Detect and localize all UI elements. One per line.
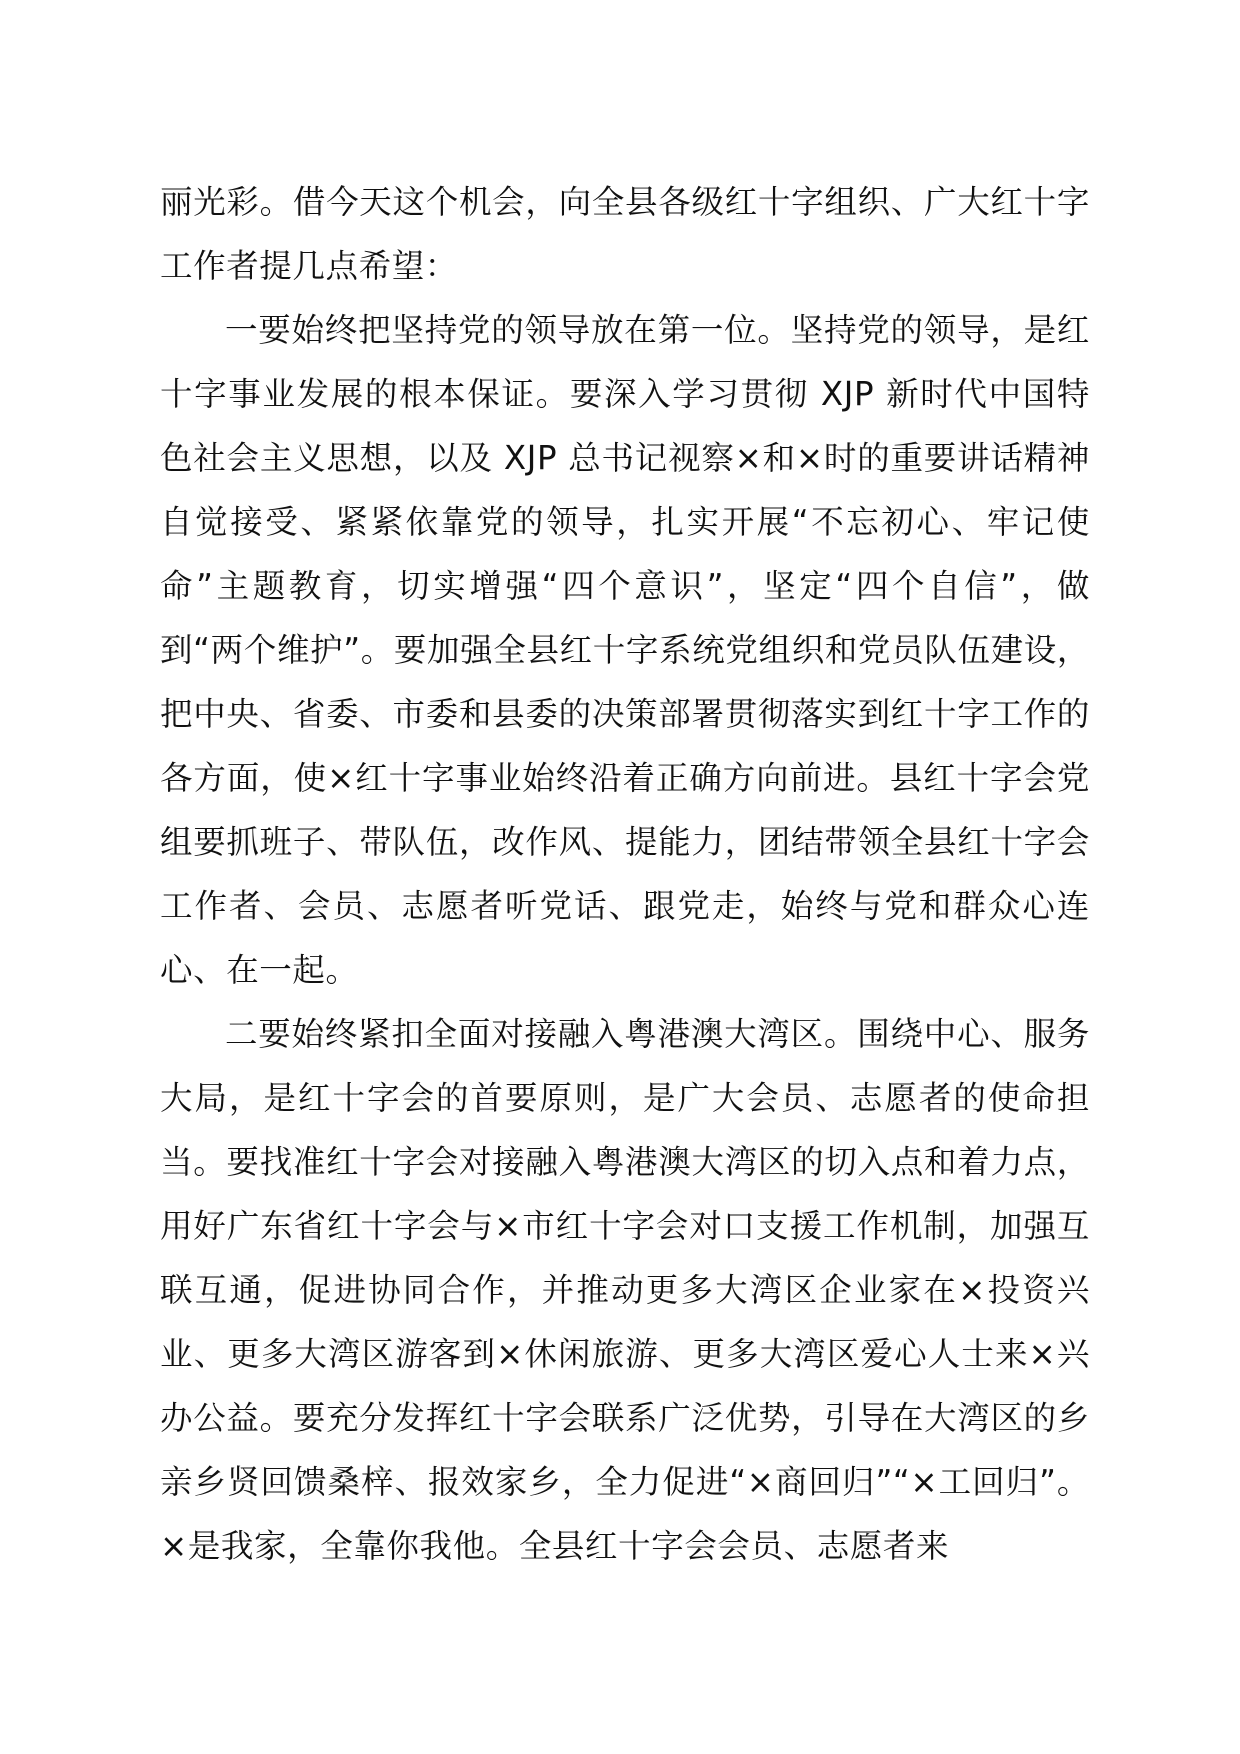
- paragraph-party-leadership: 一要始终把坚持党的领导放在第一位。坚持党的领导，是红十字事业发展的根本保证。要深入学习贯彻 XJP 新时代中国特色社会主义思想，以及 XJP 总书记视察×和×时的重要讲话精神自觉接受、紧紧依靠党的领导，扎实开展“不忘初心、牢记使命”主题教育，切实增强“四个意识”，坚定“四个自信”，做到“两个维护”。要加强全县红十字系统党组织和党员队伍建设，把中央、省委、市委和县委的决策部署贯彻落实到红十字工作的各方面，使×红十字事业始终沿着正确方向前进。县红十字会党组要抓班子、带队伍，改作风、提能力，团结带领全县红十字会工作者、会员、志愿者听党话、跟党走，始终与党和群众心连心、在一起。: [160, 311, 1090, 989]
- document-body: [160, 170, 1090, 1578]
- paragraph-continuation: 丽光彩。借今天这个机会，向全县各级红十字组织、广大红十字工作者提几点希望：: [160, 183, 1090, 285]
- paragraph-greater-bay-area: 二要始终紧扣全面对接融入粤港澳大湾区。围绕中心、服务大局，是红十字会的首要原则，是广大会员、志愿者的使命担当。要找准红十字会对接融入粤港澳大湾区的切入点和着力点，用好广东省红十字会与×市红十字会对口支援工作机制，加强互联互通，促进协同合作，并推动更多大湾区企业家在×投资兴业、更多大湾区游客到×休闲旅游、更多大湾区爱心人士来×兴办公益。要充分发挥红十字会联系广泛优势，引导在大湾区的乡亲乡贤回馈桑梓、报效家乡，全力促进“×商回归”“×工回归”。×是我家，全靠你我他。全县红十字会会员、志愿者来: [160, 1015, 1090, 1565]
